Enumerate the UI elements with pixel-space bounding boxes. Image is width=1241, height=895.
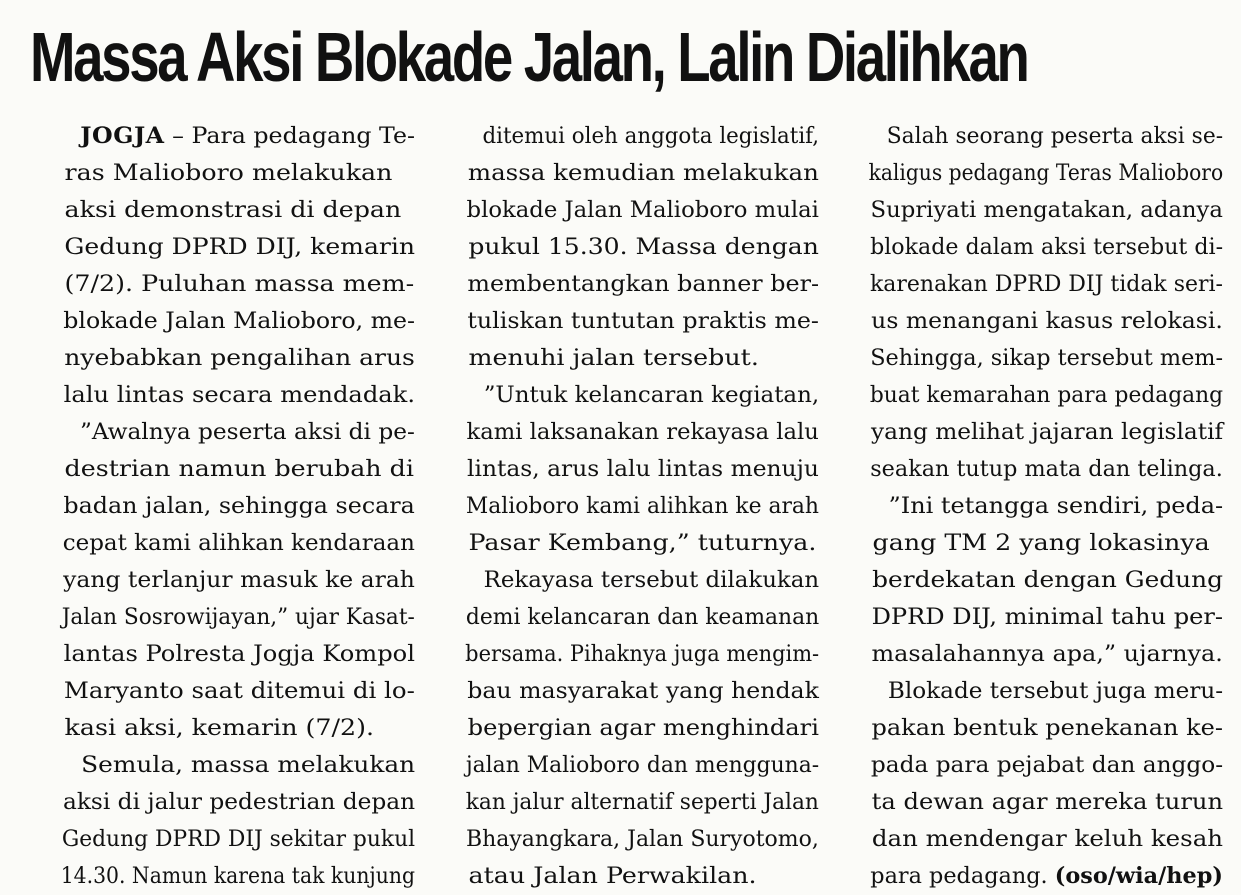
article-line: badan jalan, sehingga secara	[63, 494, 415, 519]
article-column-3	[836, 118, 1224, 895]
article-paragraph	[28, 747, 416, 895]
article-line: blokade Jalan Malioboro, me-	[63, 309, 416, 334]
article-line: (7/2). Puluhan massa mem-	[64, 272, 415, 297]
article-line: seakan tutup mata dan telinga.	[870, 457, 1223, 482]
article-paragraph	[836, 118, 1224, 488]
article-paragraph	[836, 488, 1224, 673]
article-line: lantas Polresta Jogja Kompol	[63, 642, 415, 667]
article-line: bau masyarakat yang hendak	[467, 679, 819, 704]
article-line: ”Untuk kelancaran kegiatan,	[483, 383, 820, 408]
article-paragraph	[432, 562, 820, 895]
article-line: yang terlanjur masuk ke arah	[63, 568, 415, 593]
article-line: 14.30. Namun karena tak kunjung	[60, 864, 415, 889]
article-line: ditemui oleh anggota legislatif,	[482, 124, 820, 149]
article-line: Blokade tersebut juga meru-	[887, 679, 1224, 704]
article-line: ”Ini tetangga sendiri, peda-	[888, 494, 1224, 519]
article-line: Malioboro kami alihkan ke arah	[465, 494, 820, 519]
article-line: pakan bentuk penekanan ke-	[871, 716, 1223, 741]
article-paragraph	[28, 414, 415, 747]
article-line: blokade dalam aksi tersebut di-	[870, 235, 1224, 260]
article-line: para pedagang. (oso/wia/hep)	[870, 863, 1223, 889]
article-line: dan mendengar keluh kesah	[871, 827, 1224, 852]
article-line: tuliskan tuntutan praktis me-	[467, 309, 819, 334]
article-line: kami laksanakan rekayasa lalu	[466, 420, 819, 445]
article-line: Jalan Sosrowijayan,” ujar Kasat-	[61, 605, 415, 630]
article-paragraph	[836, 673, 1224, 895]
article-line: Gedung DPRD DIJ, kemarin	[64, 235, 416, 260]
article-line: kan jalur alternatif seperti Jalan	[465, 790, 819, 815]
article-line: Sehingga, sikap tersebut mem-	[870, 346, 1223, 371]
article-line: pada para pejabat dan anggo-	[870, 753, 1224, 778]
article-line: DPRD DIJ, minimal tahu per-	[871, 605, 1224, 630]
article-line: destrian namun berubah di	[64, 457, 414, 482]
article-line: Pasar Kembang,” tuturnya.	[468, 531, 817, 556]
article-line: bepergian agar menghindari	[467, 716, 819, 741]
article-line: masalahannya apa,” ujarnya.	[871, 642, 1223, 667]
article-line: nyebabkan pengalihan arus	[64, 346, 415, 371]
article-line: buat kemarahan para pedagang	[869, 383, 1224, 408]
article-line: ta dewan agar mereka turun	[871, 790, 1224, 815]
article-line: yang melihat jajaran legislatif	[870, 420, 1224, 445]
article-line: membentangkan banner ber-	[467, 272, 819, 297]
article-line: lalu lintas secara mendadak.	[63, 383, 416, 408]
article-paragraph	[432, 118, 820, 377]
article-line: kasi aksi, kemarin (7/2).	[64, 716, 375, 741]
article-line: aksi demonstrasi di depan	[64, 198, 402, 223]
headline: Massa Aksi Blokade Jalan, Lalin Dialihkan	[30, 18, 1028, 96]
article-line: blokade Jalan Malioboro mulai	[466, 198, 819, 223]
article-line: gang TM 2 yang lokasinya	[872, 531, 1210, 556]
article-line: Gedung DPRD DIJ sekitar pukul	[61, 827, 416, 852]
article-line: karenakan DPRD DIJ tidak seri-	[869, 272, 1223, 297]
article-line: massa kemudian melakukan	[467, 161, 819, 186]
article-paragraph	[28, 118, 416, 414]
article-line: pukul 15.30. Massa dengan	[468, 235, 819, 260]
article-line: JOGJA – Para pedagang Te-	[80, 123, 415, 149]
article-paragraph	[432, 377, 820, 562]
article-column-2	[432, 118, 820, 895]
article-line: berdekatan dengan Gedung	[872, 568, 1224, 593]
article-line: Maryanto saat ditemui di lo-	[63, 679, 415, 704]
article-line: Bhayangkara, Jalan Suryotomo,	[465, 827, 819, 852]
article-line: aksi di jalur pedestrian depan	[62, 790, 416, 815]
article-line: ras Malioboro melakukan	[64, 161, 393, 186]
article-line: atau Jalan Perwakilan.	[468, 864, 757, 889]
article-line: bersama. Pihaknya juga mengim-	[465, 642, 820, 667]
article-line: kaligus pedagang Teras Malioboro	[868, 161, 1224, 186]
article-line: lintas, arus lalu lintas menuju	[467, 457, 819, 482]
article-line: ”Awalnya peserta aksi di pe-	[79, 420, 415, 445]
article-line: menuhi jalan tersebut.	[468, 346, 759, 371]
article-line: Salah seorang peserta aksi se-	[886, 124, 1224, 149]
article-line: Rekayasa tersebut dilakukan	[483, 568, 820, 593]
article-line: us menangani kasus relokasi.	[871, 309, 1223, 334]
article-line: Supriyati mengatakan, adanya	[870, 198, 1223, 223]
article-line: cepat kami alihkan kendaraan	[62, 531, 415, 556]
article-line: demi kelancaran dan keamanan	[465, 605, 820, 630]
article-line: Semula, massa melakukan	[81, 753, 416, 778]
article-line: jalan Malioboro dan mengguna-	[465, 753, 820, 778]
article-column-1	[28, 118, 416, 895]
